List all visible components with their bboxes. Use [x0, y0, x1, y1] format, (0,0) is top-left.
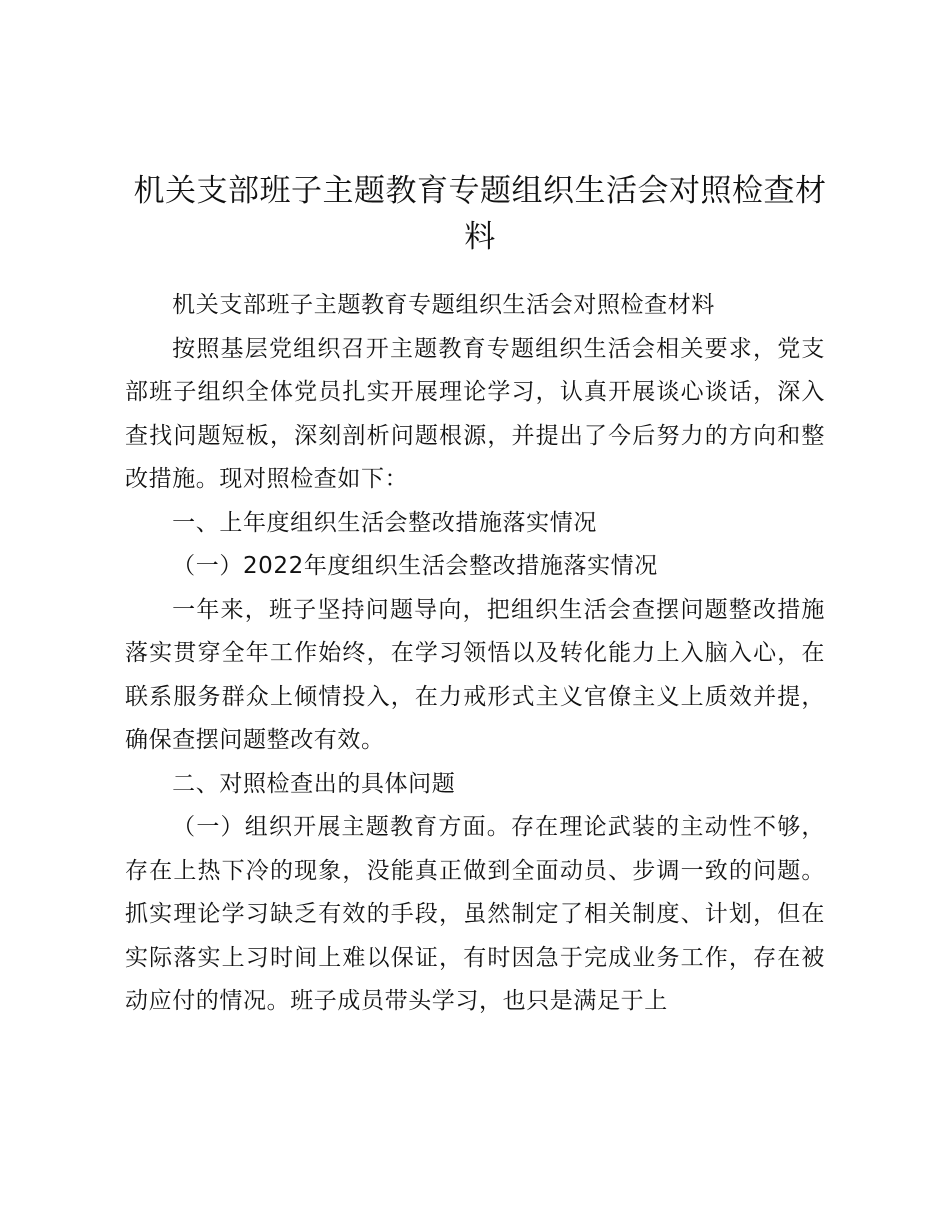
paragraph-intro: 按照基层党组织召开主题教育专题组织生活会相关要求，党支部班子组织全体党员扎实开展理论学习，认真开展谈心谈话，深入查找问题短板，深刻剖析问题根源，并提出了今后努力的方向和整改措施。现对照检查如下： [125, 335, 825, 492]
subsection-heading-1-1: （一）2022年度组织生活会整改措施落实情况 [172, 553, 658, 579]
section-heading-2: 二、对照检查出的具体问题 [172, 770, 456, 797]
section-heading-1: 一、上年度组织生活会整改措施落实情况 [172, 509, 597, 536]
paragraph-subtitle: 机关支部班子主题教育专题组织生活会对照检查材料 [172, 292, 715, 318]
paragraph-problems: （一）组织开展主题教育方面。存在理论武装的主动性不够，存在上热下冷的现象，没能真正做到全面动员、步调一致的问题。抓实理论学习缺乏有效的手段，虽然制定了相关制度、计划，但在实际落实上习时间上难以保证，有时因急于完成业务工作，存在被动应付的情况。班子成员带头学习，也只是满足于上 [125, 814, 825, 1014]
document-body [125, 284, 825, 1024]
document-title: 机关支部班子主题教育专题组织生活会对照检查材料 [133, 173, 827, 255]
paragraph-rectification: 一年来，班子坚持问题导向，把组织生活会查摆问题整改措施落实贯穿全年工作始终，在学习领悟以及转化能力上入脑入心，在联系服务群众上倾情投入，在力戒形式主义官僚主义上质效并提，确保查摆问题整改有效。 [125, 596, 825, 753]
